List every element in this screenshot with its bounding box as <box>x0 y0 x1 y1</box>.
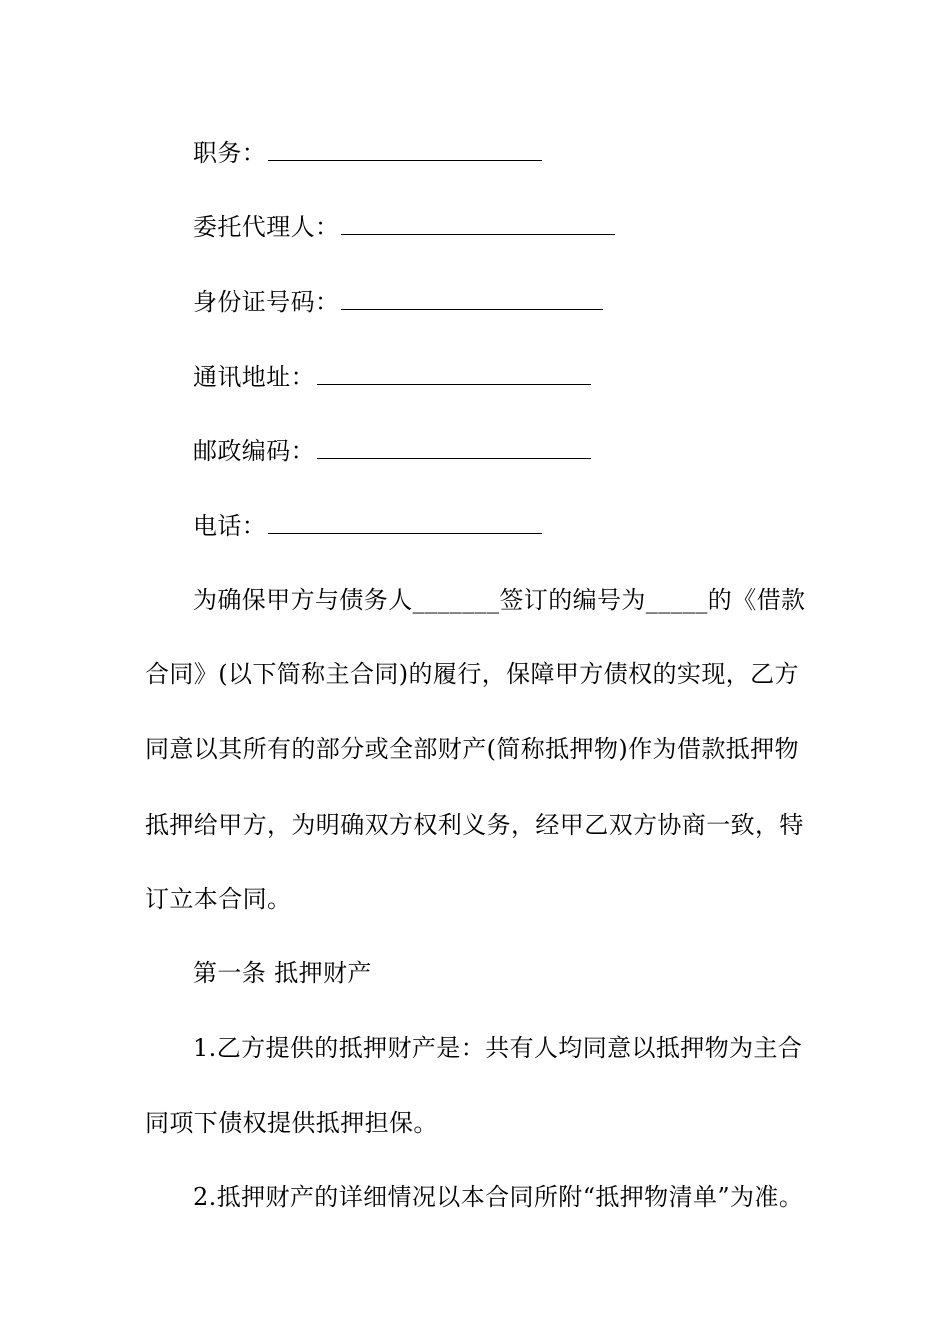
field-label: 职务： <box>193 139 267 167</box>
field-id-number <box>193 287 603 317</box>
field-label: 委托代理人： <box>193 213 340 241</box>
field-agent <box>193 212 615 242</box>
blank-line <box>268 138 542 161</box>
blank-line <box>268 511 542 534</box>
blank-line <box>341 212 615 235</box>
field-phone <box>193 511 542 541</box>
intro-line-2: 合同》(以下简称主合同)的履行，保障甲方债权的实现，乙方 <box>145 660 799 688</box>
item-2: 2.抵押财产的详细情况以本合同所附“抵押物清单”为准。 <box>193 1183 804 1211</box>
intro-line-3: 同意以其所有的部分或全部财产(简称抵押物)作为借款抵押物 <box>145 735 799 763</box>
intro-line-4: 抵押给甲方，为明确双方权利义务，经甲乙双方协商一致，特 <box>145 811 804 839</box>
field-postcode <box>193 436 591 466</box>
field-address <box>193 362 591 392</box>
field-label: 身份证号码： <box>193 288 340 316</box>
field-label: 电话： <box>193 512 267 540</box>
intro-line-1: 为确保甲方与债务人_______签订的编号为_____的《借款 <box>193 586 806 614</box>
blank-line <box>341 287 603 310</box>
item-1-line-2: 同项下债权提供抵押担保。 <box>145 1109 438 1137</box>
field-label: 通讯地址： <box>193 363 315 391</box>
field-label: 邮政编码： <box>193 437 315 465</box>
blank-line <box>317 362 591 385</box>
item-1-line-1: 1.乙方提供的抵押财产是：共有人均同意以抵押物为主合 <box>193 1034 803 1062</box>
field-position <box>193 138 542 168</box>
intro-line-5: 订立本合同。 <box>145 885 292 913</box>
article-heading: 第一条 抵押财产 <box>193 959 372 987</box>
blank-line <box>317 436 591 459</box>
